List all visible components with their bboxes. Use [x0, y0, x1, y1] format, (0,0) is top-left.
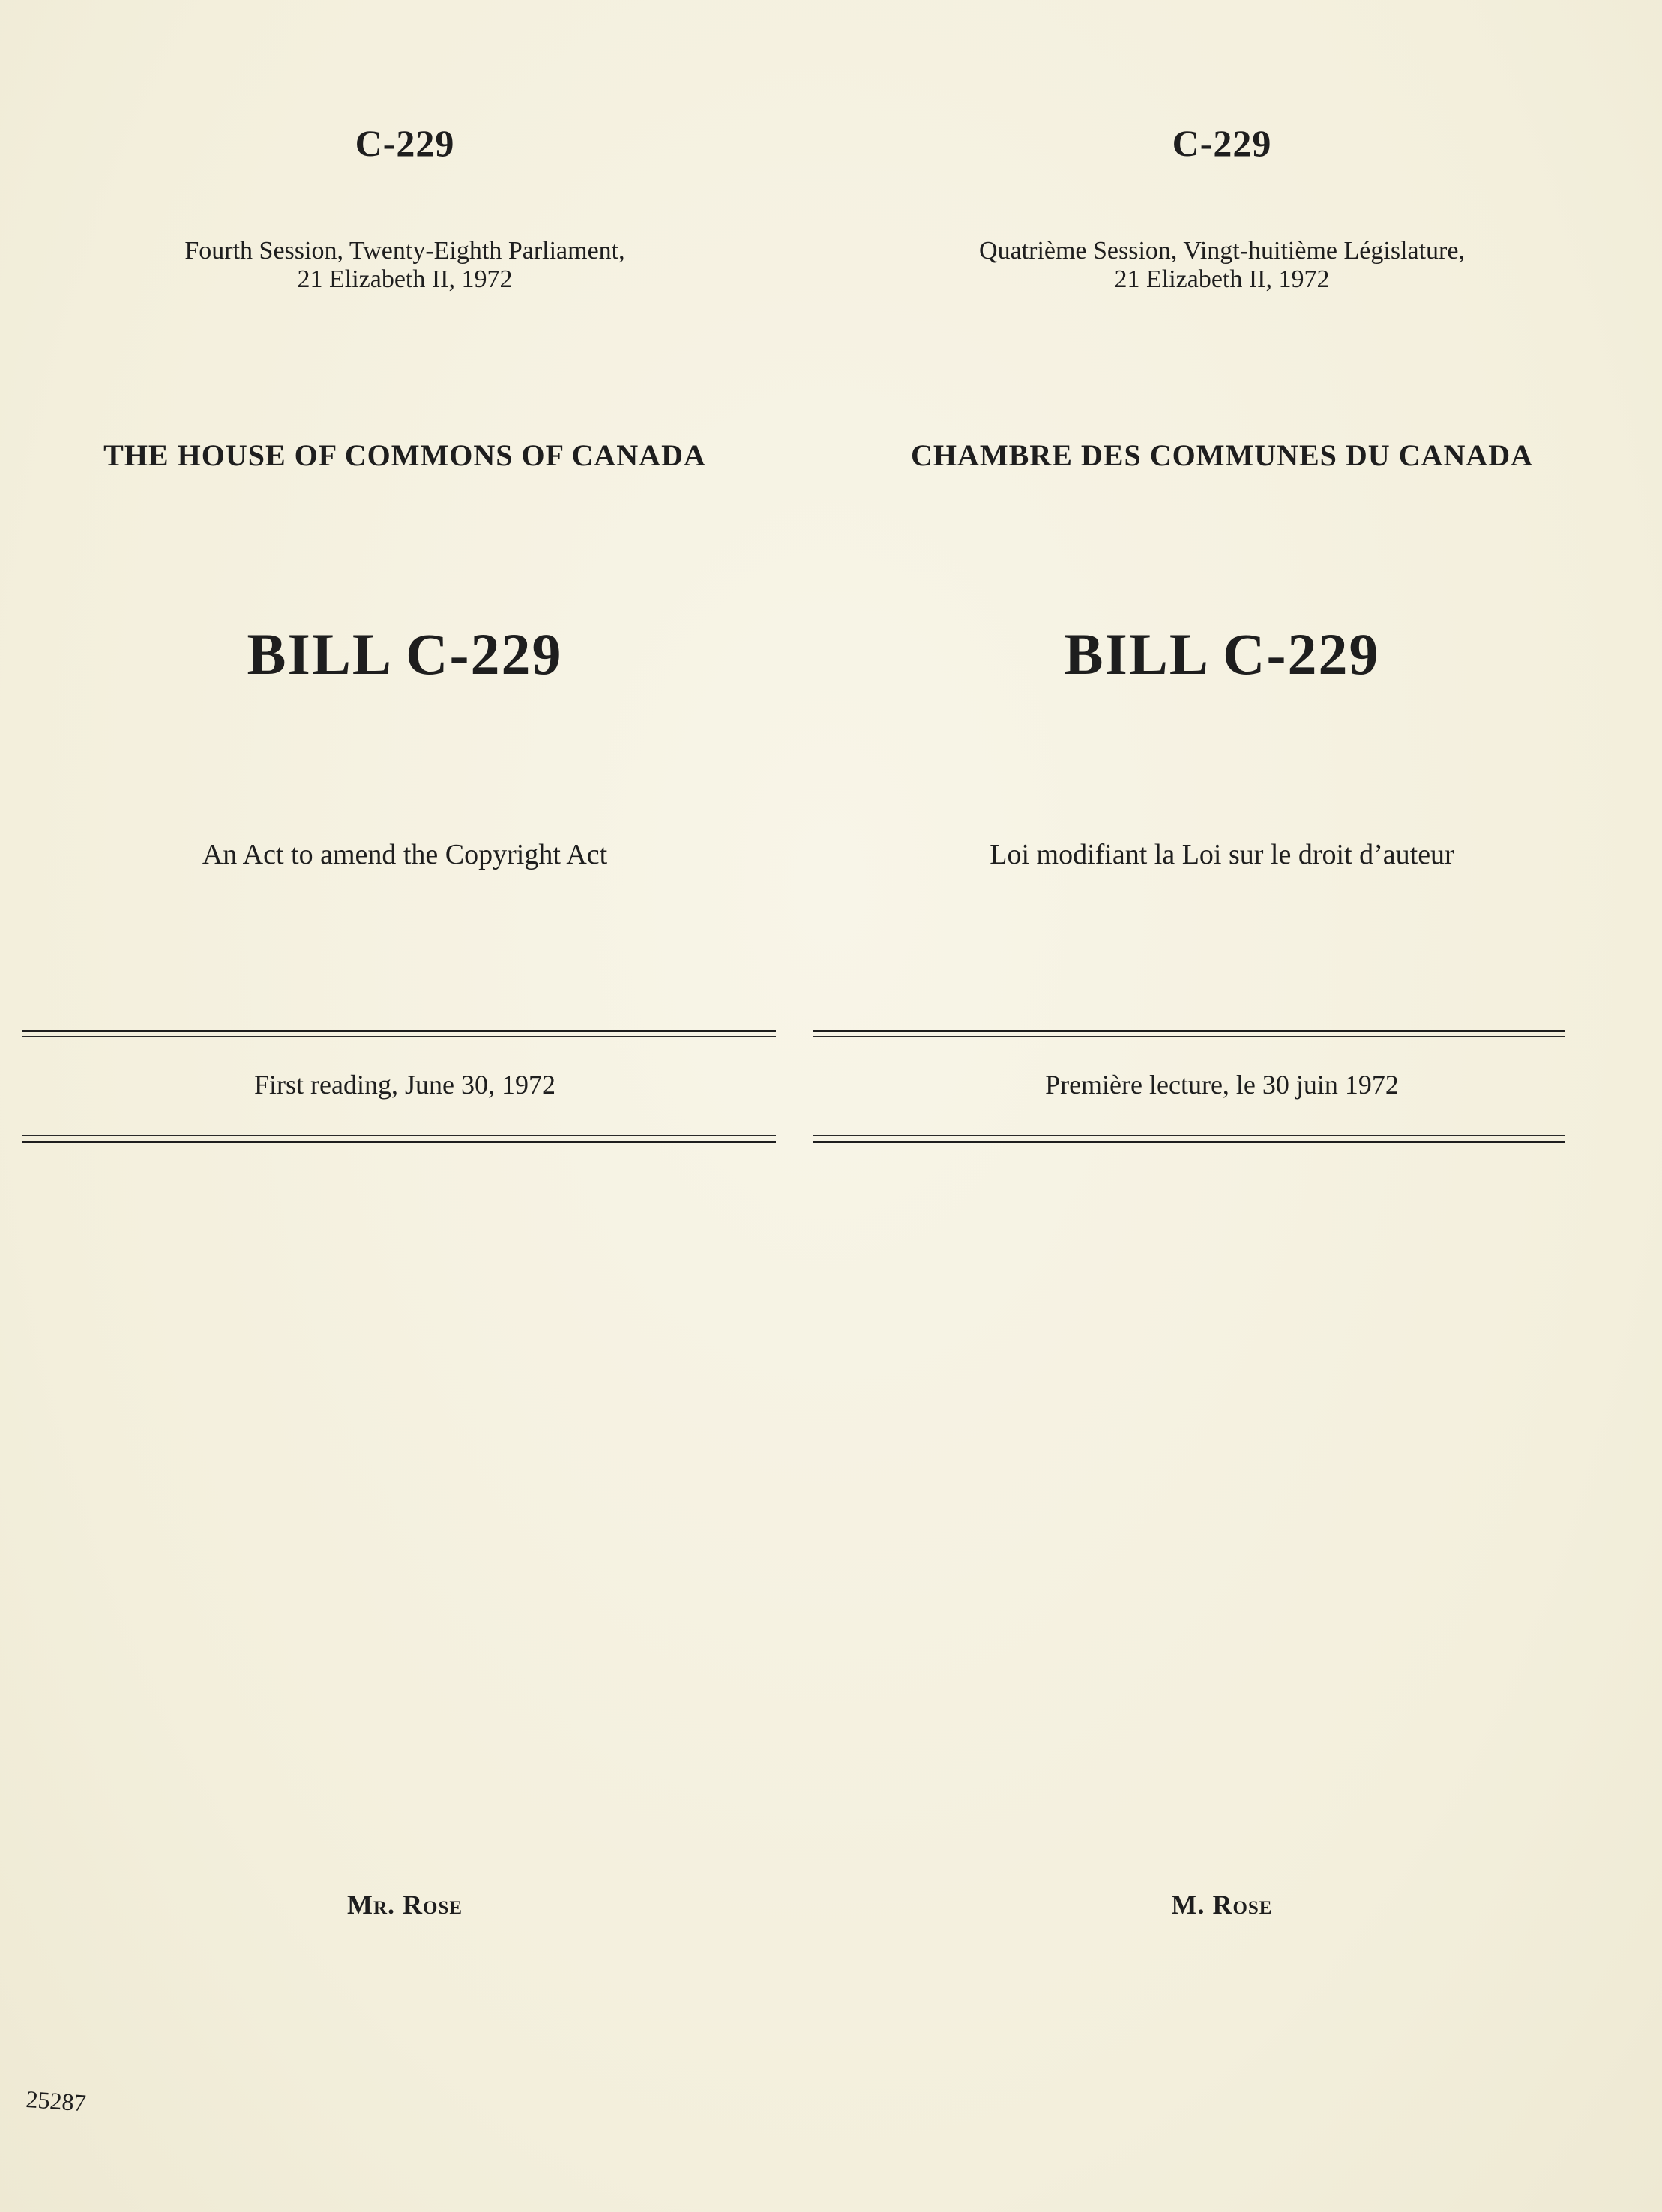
rule-divider	[813, 1141, 1565, 1143]
rule-divider	[22, 1141, 776, 1143]
rule-divider	[22, 1135, 776, 1136]
english-column	[0, 0, 810, 2212]
bill-title-en: BILL C-229	[247, 621, 563, 687]
session-line-1-fr: Quatrième Session, Vingt-huitième Législature,	[979, 237, 1465, 265]
rule-divider	[813, 1030, 1565, 1032]
rule-divider	[22, 1036, 776, 1037]
sponsor-member-fr: M. Rose	[1171, 1890, 1273, 1920]
act-title-fr: Loi modifiant la Loi sur le droit d’auteur	[990, 839, 1454, 870]
first-reading-fr: Première lecture, le 30 juin 1972	[1045, 1070, 1399, 1100]
rule-divider	[813, 1135, 1565, 1136]
bill-number-fr: C-229	[1172, 122, 1272, 164]
session-line-1-en: Fourth Session, Twenty-Eighth Parliament,	[184, 237, 625, 265]
session-info-fr	[813, 237, 1631, 294]
house-name-en: THE HOUSE OF COMMONS OF CANADA	[103, 439, 706, 472]
first-reading-en: First reading, June 30, 1972	[254, 1070, 555, 1100]
french-column	[813, 0, 1631, 2212]
rule-divider	[813, 1036, 1565, 1037]
rule-divider	[22, 1030, 776, 1032]
session-info-en	[0, 237, 810, 294]
sponsor-member-en: Mr. Rose	[346, 1890, 463, 1920]
bill-number-en: C-229	[355, 122, 455, 164]
print-code: 25287	[25, 2085, 87, 2117]
house-name-fr: CHAMBRE DES COMMUNES DU CANADA	[911, 439, 1533, 472]
act-title-en: An Act to amend the Copyright Act	[202, 839, 608, 870]
session-line-2-fr: 21 Elizabeth II, 1972	[1114, 265, 1330, 293]
session-line-2-en: 21 Elizabeth II, 1972	[297, 265, 513, 293]
bill-title-fr: BILL C-229	[1064, 621, 1380, 687]
